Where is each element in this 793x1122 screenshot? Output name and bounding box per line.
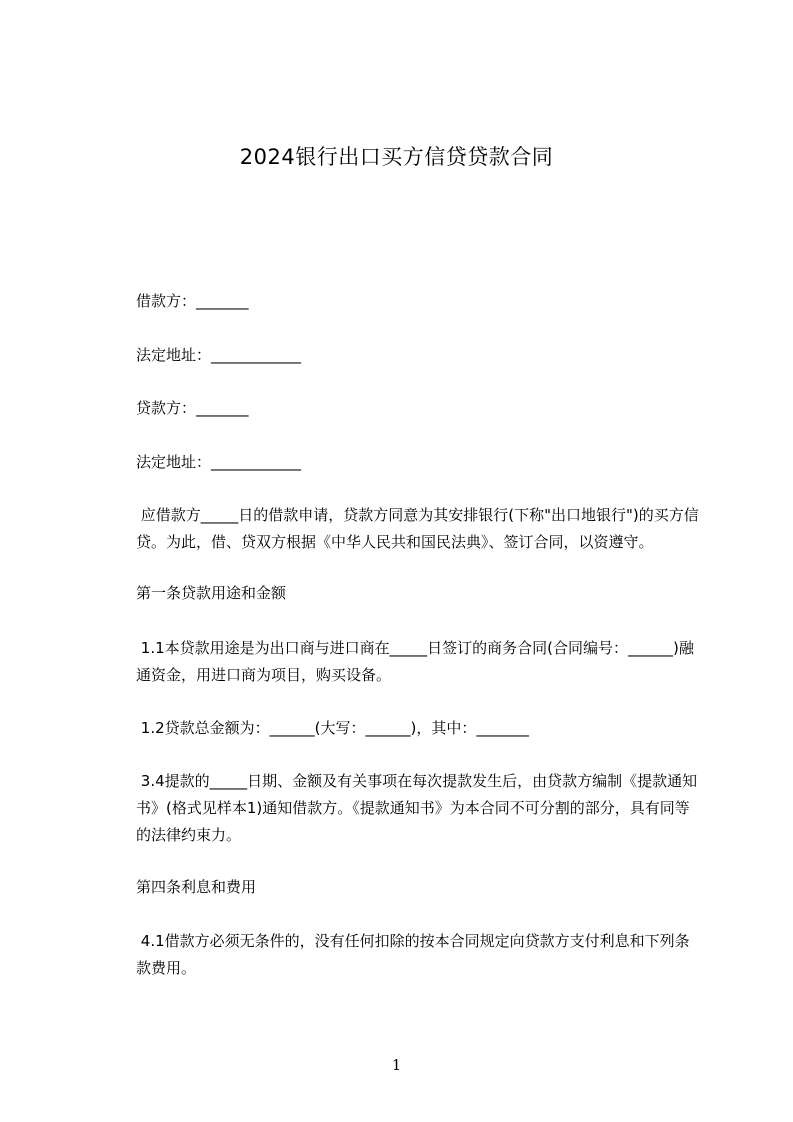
article-4-heading: 第四条利息和费用 [136,878,257,896]
clause-1-1: 1.1本贷款用途是为出口商与进口商在_____日签订的商务合同(合同编号：______)融通资金，用进口商为项目，购买设备。 [136,639,694,684]
preamble-paragraph: 应借款方_____日的借款申请，贷款方同意为其安排银行(下称"出口地银行")的买方信贷。为此，借、贷双方根据《中华人民共和国民法典》、签订合同，以资遵守。 [136,506,699,551]
borrower-address-line: 法定地址：____________ [136,346,302,364]
clause-3-4: 3.4提款的_____日期、金额及有关事项在每次提款发生后，由贷款方编制《提款通知书》(格式见样本1)通知借款方。《提款通知书》为本合同不可分割的部分，具有同等的法律约束力。 [136,772,698,844]
clause-4-1: 4.1借款方必须无条件的，没有任何扣除的按本合同规定向贷款方支付利息和下列条款费用。 [136,932,690,977]
page-number: 1 [391,1056,402,1074]
lender-line: 贷款方：_______ [136,399,249,417]
document-title: 2024银行出口买方信贷贷款合同 [239,145,554,169]
lender-address-line: 法定地址：____________ [136,453,302,471]
borrower-line: 借款方：_______ [136,292,249,310]
article-1-heading: 第一条贷款用途和金额 [136,584,287,602]
clause-1-2: 1.2贷款总金额为：______(大写：______)，其中：_______ [136,719,529,737]
